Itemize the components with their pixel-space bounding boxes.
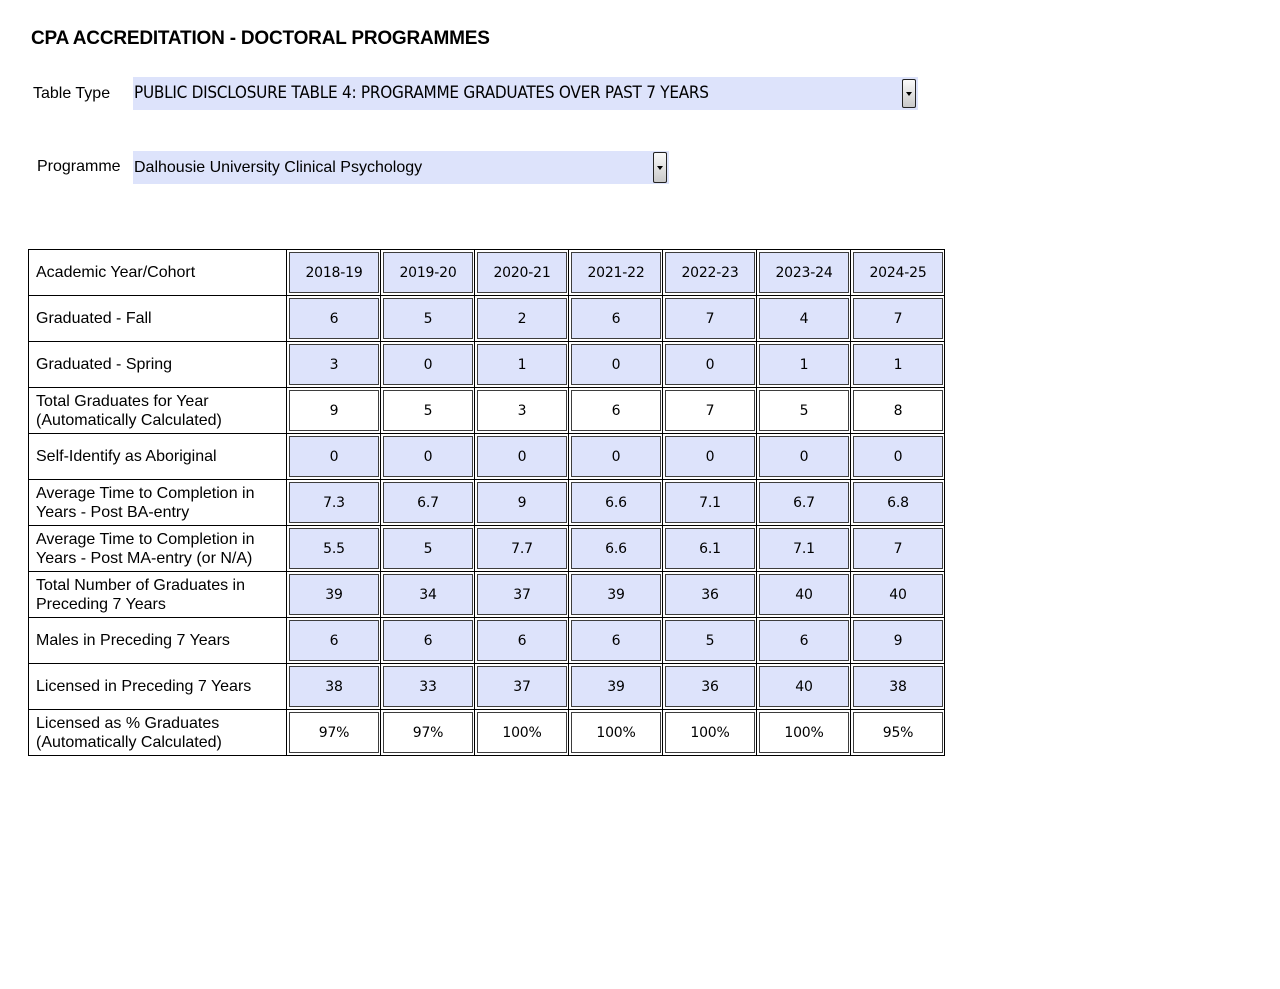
value-cell xyxy=(287,664,381,710)
value-cell xyxy=(757,572,851,618)
value-cell xyxy=(663,388,757,434)
value-cell xyxy=(663,618,757,664)
value-input-field[interactable]: 7.1 xyxy=(759,528,849,569)
year-header-field[interactable]: 2022-23 xyxy=(665,252,755,293)
programme-dropdown-button[interactable] xyxy=(653,152,667,183)
calculated-value-field: 7 xyxy=(665,390,755,431)
value-input-field[interactable]: 6.7 xyxy=(383,482,473,523)
value-input-field[interactable]: 6 xyxy=(383,620,473,661)
value-input-field[interactable]: 7.3 xyxy=(289,482,379,523)
year-header-cell xyxy=(757,250,851,296)
value-cell xyxy=(757,388,851,434)
calculated-value-field: 5 xyxy=(759,390,849,431)
value-input-field[interactable]: 5.5 xyxy=(289,528,379,569)
value-cell xyxy=(757,480,851,526)
year-header-field[interactable]: 2021-22 xyxy=(571,252,661,293)
calculated-value-field: 5 xyxy=(383,390,473,431)
value-cell xyxy=(757,526,851,572)
table-row xyxy=(29,480,945,526)
value-cell xyxy=(569,480,663,526)
value-cell xyxy=(287,434,381,480)
row-label: Total Number of Graduates in Preceding 7 Years xyxy=(29,572,287,618)
value-cell xyxy=(569,526,663,572)
value-cell xyxy=(663,572,757,618)
calculated-value-field: 9 xyxy=(289,390,379,431)
value-cell xyxy=(851,710,945,756)
table-row xyxy=(29,388,945,434)
value-cell xyxy=(381,664,475,710)
calculated-value-field: 6 xyxy=(571,390,661,431)
table-type-dropdown-button[interactable] xyxy=(902,79,916,108)
value-input-field[interactable]: 2 xyxy=(477,298,567,339)
value-input-field[interactable]: 0 xyxy=(383,344,473,385)
value-cell xyxy=(569,296,663,342)
table-row xyxy=(29,572,945,618)
value-input-field[interactable]: 7.1 xyxy=(665,482,755,523)
value-input-field[interactable]: 36 xyxy=(665,574,755,615)
table-type-label: Table Type xyxy=(33,85,111,102)
header-label: Academic Year/Cohort xyxy=(29,250,287,296)
row-label: Males in Preceding 7 Years xyxy=(29,618,287,664)
year-header-field[interactable]: 2023-24 xyxy=(759,252,849,293)
value-cell xyxy=(569,388,663,434)
value-input-field[interactable]: 6 xyxy=(571,298,661,339)
value-cell xyxy=(569,434,663,480)
chevron-down-icon xyxy=(657,166,663,170)
value-cell xyxy=(381,572,475,618)
value-input-field[interactable]: 6 xyxy=(289,620,379,661)
calculated-value-field: 97% xyxy=(289,712,379,753)
value-cell xyxy=(851,388,945,434)
row-label: Licensed in Preceding 7 Years xyxy=(29,664,287,710)
value-cell xyxy=(851,572,945,618)
calculated-value-field: 95% xyxy=(853,712,943,753)
year-header-cell xyxy=(569,250,663,296)
value-cell xyxy=(663,526,757,572)
value-cell xyxy=(475,664,569,710)
value-input-field[interactable]: 39 xyxy=(571,574,661,615)
year-header-cell xyxy=(381,250,475,296)
value-input-field[interactable]: 3 xyxy=(289,344,379,385)
value-cell xyxy=(757,710,851,756)
value-input-field[interactable]: 36 xyxy=(665,666,755,707)
value-input-field[interactable]: 5 xyxy=(383,298,473,339)
value-cell xyxy=(287,526,381,572)
value-cell xyxy=(569,342,663,388)
value-input-field[interactable]: 7.7 xyxy=(477,528,567,569)
value-input-field[interactable]: 7 xyxy=(853,528,943,569)
value-cell xyxy=(851,296,945,342)
table-row xyxy=(29,710,945,756)
value-input-field[interactable]: 5 xyxy=(665,620,755,661)
value-cell xyxy=(475,480,569,526)
value-cell xyxy=(663,342,757,388)
row-label: Average Time to Completion in Years - Post BA-entry xyxy=(29,480,287,526)
value-input-field[interactable]: 7 xyxy=(853,298,943,339)
value-input-field[interactable]: 6.6 xyxy=(571,482,661,523)
table-type-select[interactable] xyxy=(133,77,918,110)
programme-label: Programme xyxy=(37,158,121,175)
value-input-field[interactable]: 9 xyxy=(853,620,943,661)
row-label: Graduated - Spring xyxy=(29,342,287,388)
value-cell xyxy=(475,618,569,664)
value-input-field[interactable]: 40 xyxy=(853,574,943,615)
value-input-field[interactable]: 38 xyxy=(289,666,379,707)
row-label: Average Time to Completion in Years - Post MA-entry (or N/A) xyxy=(29,526,287,572)
value-cell xyxy=(475,296,569,342)
value-cell xyxy=(569,710,663,756)
value-cell xyxy=(381,388,475,434)
value-input-field[interactable]: 37 xyxy=(477,574,567,615)
table-row xyxy=(29,618,945,664)
value-cell xyxy=(569,572,663,618)
page-title: CPA ACCREDITATION - DOCTORAL PROGRAMMES xyxy=(31,28,490,49)
value-input-field[interactable]: 0 xyxy=(289,436,379,477)
row-label: Total Graduates for Year (Automatically Calculated) xyxy=(29,388,287,434)
calculated-value-field: 100% xyxy=(665,712,755,753)
value-cell xyxy=(569,618,663,664)
value-cell xyxy=(475,388,569,434)
value-cell xyxy=(851,526,945,572)
chevron-down-icon xyxy=(906,92,912,96)
value-input-field[interactable]: 1 xyxy=(853,344,943,385)
calculated-value-field: 100% xyxy=(477,712,567,753)
value-input-field[interactable]: 37 xyxy=(477,666,567,707)
table-row xyxy=(29,342,945,388)
value-cell xyxy=(475,572,569,618)
value-cell xyxy=(287,572,381,618)
value-cell xyxy=(663,480,757,526)
value-input-field[interactable]: 38 xyxy=(853,666,943,707)
value-cell xyxy=(287,342,381,388)
value-cell xyxy=(287,710,381,756)
value-cell xyxy=(851,342,945,388)
calculated-value-field: 100% xyxy=(571,712,661,753)
row-label: Self-Identify as Aboriginal xyxy=(29,434,287,480)
value-input-field[interactable]: 4 xyxy=(759,298,849,339)
value-cell xyxy=(381,480,475,526)
value-cell xyxy=(569,664,663,710)
row-label: Graduated - Fall xyxy=(29,296,287,342)
value-input-field[interactable]: 0 xyxy=(665,344,755,385)
value-input-field[interactable]: 33 xyxy=(383,666,473,707)
year-header-cell xyxy=(663,250,757,296)
year-header-cell xyxy=(475,250,569,296)
table-header-row xyxy=(29,250,945,296)
graduates-table xyxy=(28,249,945,756)
value-cell xyxy=(287,480,381,526)
year-header-field[interactable]: 2019-20 xyxy=(383,252,473,293)
value-cell xyxy=(851,480,945,526)
value-cell xyxy=(851,664,945,710)
value-cell xyxy=(663,664,757,710)
calculated-value-field: 100% xyxy=(759,712,849,753)
table-row xyxy=(29,296,945,342)
value-input-field[interactable]: 0 xyxy=(477,436,567,477)
value-input-field[interactable]: 39 xyxy=(571,666,661,707)
value-cell xyxy=(663,710,757,756)
value-cell xyxy=(475,710,569,756)
value-input-field[interactable]: 1 xyxy=(477,344,567,385)
value-input-field[interactable]: 5 xyxy=(383,528,473,569)
value-cell xyxy=(475,342,569,388)
value-input-field[interactable]: 0 xyxy=(383,436,473,477)
value-cell xyxy=(663,296,757,342)
value-cell xyxy=(381,710,475,756)
value-cell xyxy=(381,296,475,342)
value-cell xyxy=(287,296,381,342)
year-header-field[interactable]: 2018-19 xyxy=(289,252,379,293)
value-input-field[interactable]: 6 xyxy=(759,620,849,661)
value-cell xyxy=(851,434,945,480)
value-input-field[interactable]: 6 xyxy=(477,620,567,661)
calculated-value-field: 97% xyxy=(383,712,473,753)
value-cell xyxy=(381,434,475,480)
value-cell xyxy=(381,342,475,388)
value-input-field[interactable]: 40 xyxy=(759,666,849,707)
value-input-field[interactable]: 6.1 xyxy=(665,528,755,569)
value-cell xyxy=(287,618,381,664)
value-input-field[interactable]: 40 xyxy=(759,574,849,615)
calculated-value-field: 8 xyxy=(853,390,943,431)
value-cell xyxy=(287,388,381,434)
year-header-cell xyxy=(287,250,381,296)
value-input-field[interactable]: 6.7 xyxy=(759,482,849,523)
value-input-field[interactable]: 7 xyxy=(665,298,755,339)
year-header-cell xyxy=(851,250,945,296)
value-cell xyxy=(757,296,851,342)
value-input-field[interactable]: 6 xyxy=(571,620,661,661)
programme-select[interactable] xyxy=(133,151,669,184)
value-cell xyxy=(757,342,851,388)
value-cell xyxy=(381,618,475,664)
value-input-field[interactable]: 39 xyxy=(289,574,379,615)
row-label: Licensed as % Graduates (Automatically Calculated) xyxy=(29,710,287,756)
value-input-field[interactable]: 0 xyxy=(853,436,943,477)
value-input-field[interactable]: 34 xyxy=(383,574,473,615)
value-input-field[interactable]: 0 xyxy=(759,436,849,477)
table-row xyxy=(29,526,945,572)
calculated-value-field: 3 xyxy=(477,390,567,431)
programme-selected-value: Dalhousie University Clinical Psychology xyxy=(134,159,423,176)
table-row xyxy=(29,434,945,480)
value-cell xyxy=(851,618,945,664)
table-row xyxy=(29,664,945,710)
value-input-field[interactable]: 6.8 xyxy=(853,482,943,523)
value-cell xyxy=(381,526,475,572)
table-type-selected-value: PUBLIC DISCLOSURE TABLE 4: PROGRAMME GRADUATES OVER PAST 7 YEARS xyxy=(134,83,709,103)
value-input-field[interactable]: 6 xyxy=(289,298,379,339)
value-cell xyxy=(757,434,851,480)
value-input-field[interactable]: 0 xyxy=(571,344,661,385)
value-input-field[interactable]: 6.6 xyxy=(571,528,661,569)
year-header-field[interactable]: 2024-25 xyxy=(853,252,943,293)
value-input-field[interactable]: 9 xyxy=(477,482,567,523)
value-cell xyxy=(475,434,569,480)
year-header-field[interactable]: 2020-21 xyxy=(477,252,567,293)
value-input-field[interactable]: 0 xyxy=(665,436,755,477)
value-cell xyxy=(757,664,851,710)
value-cell xyxy=(475,526,569,572)
value-cell xyxy=(663,434,757,480)
value-cell xyxy=(757,618,851,664)
value-input-field[interactable]: 1 xyxy=(759,344,849,385)
value-input-field[interactable]: 0 xyxy=(571,436,661,477)
